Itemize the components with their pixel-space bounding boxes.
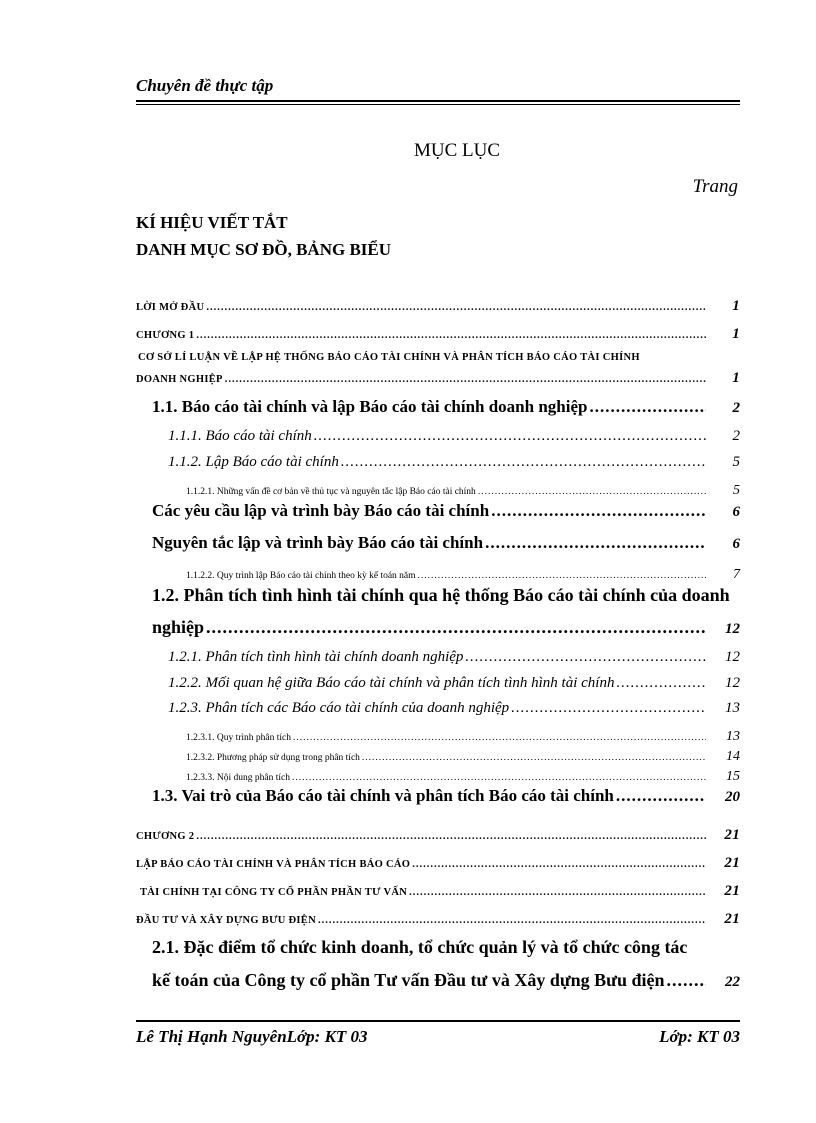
toc-entry[interactable]: kế toán của Công ty cổ phần Tư vấn Đầu tư và Xây dựng Bưu điện ..... 22: [152, 970, 740, 991]
toc-heading: MỤC LỤC: [413, 140, 501, 161]
toc-entry[interactable]: 1.1.2.1. Những vấn đề cơ bản về thủ tục và nguyên tắc lập Báo cáo tài chính ..... 5: [186, 483, 740, 499]
toc-entry[interactable]: nghiệp ..... 12: [152, 617, 740, 638]
toc-entry[interactable]: 1.2.1. Phân tích tình hình tài chính doanh nghiệp ..... 12: [168, 649, 740, 666]
toc-entry-line1[interactable]: 1.2. Phân tích tình hình tài chính qua hệ thống Báo cáo tài chính của doanh: [152, 585, 730, 605]
header-rule: [136, 100, 740, 102]
toc-entry[interactable]: DOANH NGHIỆP ..... 1: [136, 370, 740, 387]
toc-entry[interactable]: 1.2.3. Phân tích các Báo cáo tài chính của doanh nghiệp ..... 13: [168, 700, 740, 717]
toc-entry[interactable]: 1.1.2. Lập Báo cáo tài chính ..... 5: [168, 454, 740, 471]
footer-class: Lớp: KT 03: [659, 1027, 740, 1046]
toc-entry[interactable]: 1.2.3.1. Quy trình phân tích ..... 13: [186, 729, 740, 745]
toc-entry[interactable]: LỜI MỞ ĐẦU ..... 1: [136, 298, 740, 315]
toc-entry-line1[interactable]: CƠ SỞ LÍ LUẬN VỀ LẬP HỆ THỐNG BÁO CÁO TÀI CHÍNH VÀ PHÂN TÍCH BÁO CÁO TÀI CHÍNH: [138, 352, 640, 363]
header-title: Chuyên đề thực tập: [136, 76, 274, 95]
toc-entry[interactable]: CHƯƠNG 2 ..... 21: [136, 827, 740, 844]
header-rule-thin: [136, 104, 740, 105]
toc-entry[interactable]: Nguyên tắc lập và trình bày Báo cáo tài chính ..... 6: [152, 533, 740, 553]
toc-entry[interactable]: LẬP BÁO CÁO TÀI CHÍNH VÀ PHÂN TÍCH BÁO CÁO ..... 21: [136, 855, 740, 872]
toc-entry-line1[interactable]: 2.1. Đặc điểm tổ chức kinh doanh, tổ chức quản lý và tổ chức công tác: [152, 937, 688, 957]
toc-entry[interactable]: 1.3. Vai trò của Báo cáo tài chính và phân tích Báo cáo tài chính ..... 20: [152, 786, 740, 806]
front-matter-figures-tables[interactable]: DANH MỤC SƠ ĐỒ, BẢNG BIỂU: [136, 240, 392, 259]
toc-entry[interactable]: CHƯƠNG 1 ..... 1: [136, 326, 740, 343]
toc-entry[interactable]: ĐẦU TƯ VÀ XÂY DỰNG BƯU ĐIỆN ..... 21: [136, 911, 740, 928]
toc-entry[interactable]: TÀI CHÍNH TẠI CÔNG TY CỔ PHẦN PHẦN TƯ VẤN ..... 21: [140, 883, 740, 900]
page-column-label: Trang: [692, 176, 738, 197]
toc-entry[interactable]: 1.2.3.3. Nội dung phân tích ..... 15: [186, 769, 740, 785]
toc-entry[interactable]: 1.1.2.2. Quy trình lập Báo cáo tài chính theo kỳ kế toán năm ..... 7: [186, 567, 740, 583]
footer-rule: [136, 1020, 740, 1022]
toc-entry[interactable]: 1.2.2. Mối quan hệ giữa Báo cáo tài chính và phân tích tình hình tài chính ..... 12: [168, 675, 740, 692]
toc-entry[interactable]: Các yêu cầu lập và trình bày Báo cáo tài chính ..... 6: [152, 501, 740, 521]
toc-entry[interactable]: 1.1.1. Báo cáo tài chính ..... 2: [168, 428, 740, 445]
footer-author: Lê Thị Hạnh NguyênLớp: KT 03: [136, 1027, 368, 1046]
toc-entry[interactable]: 1.1. Báo cáo tài chính và lập Báo cáo tài chính doanh nghiệp ..... 2: [152, 397, 740, 417]
toc-entry[interactable]: 1.2.3.2. Phương pháp sử dụng trong phân tích ..... 14: [186, 749, 740, 765]
front-matter-abbreviations[interactable]: KÍ HIỆU VIẾT TẮT: [136, 213, 288, 232]
